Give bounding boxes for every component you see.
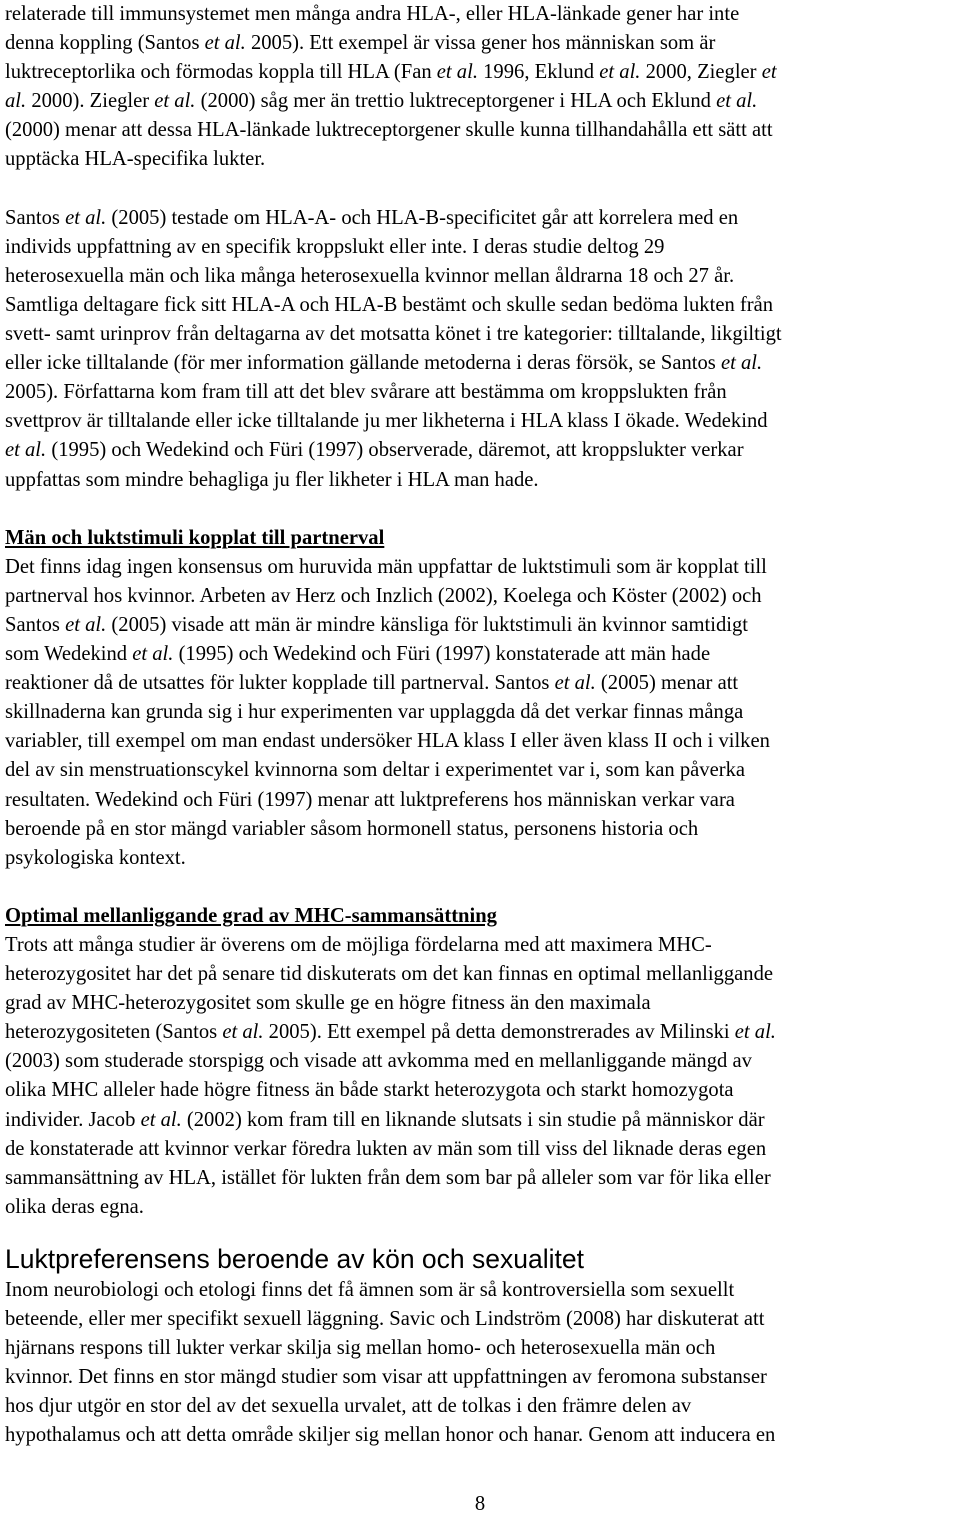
text-line: hjärnans respons till lukter verkar skilja sig mellan homo- och heterosexuella män och bbox=[5, 1337, 716, 1360]
text-line: kvinnor. Det finns en stor mängd studier som visar att uppfattningen av feromona substanser bbox=[5, 1366, 767, 1389]
text-line: Det finns idag ingen konsensus om huruvida män uppfattar de luktstimuli som är kopplat till bbox=[5, 555, 767, 578]
text-line: heterozygositet har det på senare tid diskuterats om det kan finnas en optimal mellanliggande bbox=[5, 963, 774, 986]
section-men-olfactory-stimuli bbox=[5, 524, 957, 873]
text-line: svett- samt urinprov från deltagarna av det motsatta könet i tre kategorier: tilltalande, likgiltigt bbox=[5, 323, 782, 346]
text-line: beteende, eller mer specifikt sexuell läggning. Savic och Lindström (2008) har diskuterat att bbox=[5, 1308, 765, 1331]
text-line: individer. Jacob et al. (2002) kom fram till en liknande slutsats i sin studie på människor där bbox=[5, 1108, 765, 1131]
text-line: individs uppfattning av en specifik kroppslukt eller inte. I deras studie deltog 29 bbox=[5, 235, 665, 258]
text-line: reaktioner då de utsattes för lukter kopplade till partnerval. Santos et al. (2005) menar att bbox=[5, 672, 739, 695]
text-line: skillnaderna kan grunda sig i hur experimenten var upplaggda då det verkar finnas många bbox=[5, 701, 744, 724]
text-line: olika deras egna. bbox=[5, 1195, 144, 1218]
section-optimal-mhc bbox=[5, 902, 957, 1222]
santos-paragraph bbox=[5, 204, 957, 495]
text-line: eller icke tilltalande (för mer information gällande metoderna i deras försök, se Santos et al. bbox=[5, 352, 763, 375]
text-line: beroende på en stor mängd variabler såsom hormonell status, personens historia och bbox=[5, 817, 699, 840]
text-line: Inom neurobiologi och etologi finns det få ämnen som är så kontroversiella som sexuellt bbox=[5, 1278, 735, 1301]
section-gender-sexuality bbox=[5, 1242, 957, 1451]
text-line: variabler, till exempel om man endast undersöker HLA klass I eller även klass II och i vilken bbox=[5, 730, 770, 753]
text-line: grad av MHC-heterozygositet som skulle ge en högre fitness än den maximala bbox=[5, 992, 651, 1015]
text-line: sammansättning av HLA, istället för lukten från dem som bar på alleler som var för lika eller bbox=[5, 1166, 771, 1189]
text-line: psykologiska kontext. bbox=[5, 846, 186, 869]
section-heading: Optimal mellanliggande grad av MHC-sammansättning bbox=[5, 904, 497, 927]
text-line: Santos et al. (2005) visade att män är mindre känsliga för luktstimuli än kvinnor samtidigt bbox=[5, 613, 748, 636]
text-line: 2005). Författarna kom fram till att det blev svårare att bestämma om kroppslukten från bbox=[5, 381, 727, 404]
section-heading: Luktpreferensens beroende av kön och sexualitet bbox=[5, 1243, 584, 1274]
text-line: Trots att många studier är överens om de möjliga fördelarna med att maximera MHC- bbox=[5, 934, 712, 956]
text-line: et al. (1995) och Wedekind och Füri (1997) observerade, däremot, att kroppslukter verkar bbox=[5, 439, 744, 462]
text-line: Samtliga deltagare fick sitt HLA-A och HLA-B bestämt och skulle sedan bedöma lukten från bbox=[5, 293, 774, 316]
text-line: som Wedekind et al. (1995) och Wedekind och Füri (1997) konstaterade att män hade bbox=[5, 643, 711, 666]
text-line: de konstaterade att kvinnor verkar föredra lukten av män som till viss del liknade deras egen bbox=[5, 1137, 767, 1160]
text-line: del av sin menstruationscykel kvinnorna som deltar i experimentet var i, som kan påverka bbox=[5, 759, 746, 782]
text-line: heterosexuella män och lika många heterosexuella kvinnor mellan åldrarna 18 och 27 år. bbox=[5, 264, 735, 287]
intro-paragraph bbox=[5, 0, 957, 175]
text-line: olika MHC alleler hade högre fitness än både starkt heterozygota och starkt homozygota bbox=[5, 1079, 734, 1102]
text-line: hypothalamus och att detta område skiljer sig mellan honor och hanar. Genom att inducera en bbox=[5, 1424, 776, 1447]
page-number: 8 bbox=[474, 1493, 486, 1515]
text-line: (2000) menar att dessa HLA-länkade luktreceptorgener skulle kunna tillhandahålla ett sätt att bbox=[5, 119, 773, 142]
text-line: upptäcka HLA-specifika lukter. bbox=[5, 148, 266, 171]
text-line: svettprov är tilltalande eller icke tilltalande ju mer likheterna i HLA klass I ökade. Wedekind bbox=[5, 410, 768, 433]
text-line: denna koppling (Santos et al. 2005). Ett exempel är vissa gener hos människan som är bbox=[5, 32, 716, 55]
text-line: heterozygositeten (Santos et al. 2005). Ett exempel på detta demonstrerades av Milinski et al. bbox=[5, 1021, 776, 1044]
text-line: uppfattas som mindre behagliga ju fler likheter i HLA man hade. bbox=[5, 468, 539, 491]
document-page bbox=[5, 0, 957, 1451]
paragraph-gap bbox=[5, 873, 957, 902]
paragraph-gap bbox=[5, 175, 957, 204]
section-heading: Män och luktstimuli kopplat till partnerval bbox=[5, 526, 385, 549]
text-line: Santos et al. (2005) testade om HLA-A- och HLA-B-specificitet går att korrelera med en bbox=[5, 206, 739, 229]
paragraph-gap bbox=[5, 1222, 957, 1242]
paragraph-gap bbox=[5, 495, 957, 524]
text-line: al. 2000). Ziegler et al. (2000) såg mer än trettio luktreceptorgener i HLA och Eklund et al. bbox=[5, 90, 758, 113]
text-line: (2003) som studerade storspigg och visade att avkomma med en mellanliggande mängd av bbox=[5, 1050, 752, 1073]
text-line: luktreceptorlika och förmodas koppla till HLA (Fan et al. 1996, Eklund et al. 2000, Ziegler et bbox=[5, 61, 777, 84]
text-line: resultaten. Wedekind och Füri (1997) menar att luktpreferens hos människan verkar vara bbox=[5, 788, 735, 811]
text-line: hos djur utgör en stor del av det sexuella urvalet, att de tolkas i den främre delen av bbox=[5, 1395, 692, 1418]
text-line: relaterade till immunsystemet men många andra HLA-, eller HLA-länkade gener har inte bbox=[5, 3, 740, 25]
text-line: partnerval hos kvinnor. Arbeten av Herz och Inzlich (2002), Koelega och Köster (2002) och bbox=[5, 584, 762, 607]
